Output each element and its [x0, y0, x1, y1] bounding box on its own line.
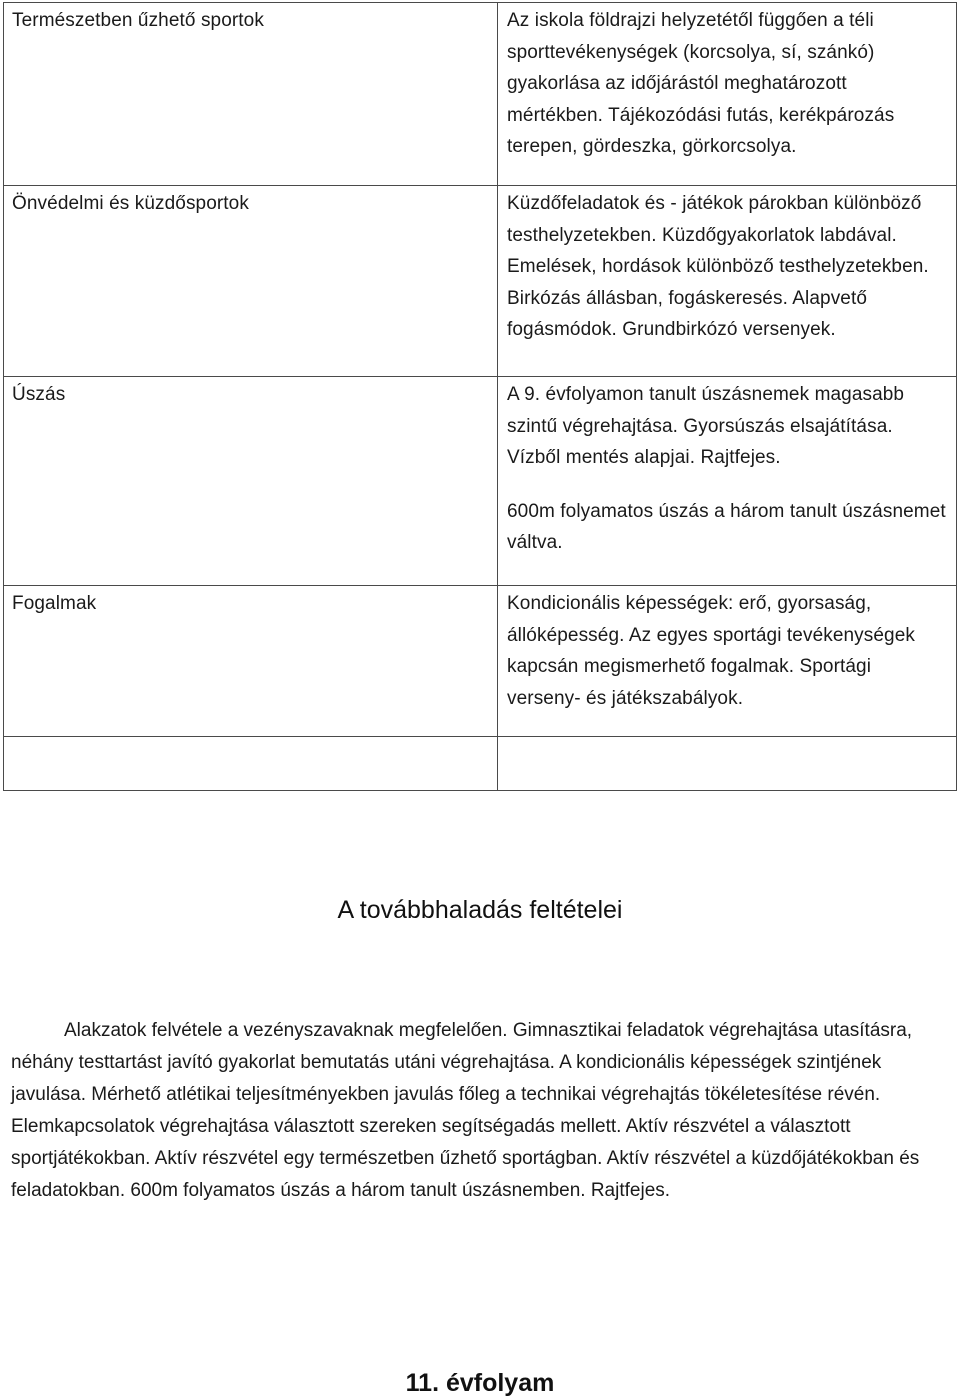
section-heading: A továbbhaladás feltételei	[337, 896, 623, 924]
topic-cell	[4, 377, 498, 586]
content-text: Küzdőfeladatok és - játékok párokban különböző testhelyzetekben. Küzdőgyakorlatok labdával. Emelések, hordások különböző testhelyzetekben. Birkózás állásban, fogáskeresés. Alapvető fogásmódok. Grundbirkózó versenyek.	[507, 193, 929, 340]
table-row	[4, 186, 957, 377]
table-row	[4, 377, 957, 586]
topic-cell	[4, 586, 498, 737]
topic-cell	[4, 3, 498, 186]
content-text: A 9. évfolyamon tanult úszásnemek magasabb szintű végrehajtása. Gyorsúszás elsajátítása. Vízből mentés alapjai. Rajtfejes.	[507, 384, 905, 468]
topic-cell	[4, 737, 498, 791]
content-text: 600m folyamatos úszás a három tanult úszásnemet váltva.	[507, 500, 946, 553]
table-row-empty	[4, 737, 957, 791]
topic-label: Úszás	[12, 384, 66, 405]
content-cell	[498, 586, 957, 737]
grade-heading: 11. évfolyam	[405, 1369, 555, 1397]
content-cell	[498, 737, 957, 791]
topic-cell	[4, 186, 498, 377]
content-text: Kondicionális képességek: erő, gyorsaság, állóképesség. Az egyes sportági tevékenységek kapcsán megismerhető fogalmak. Sportági verseny- és játékszabályok.	[507, 593, 915, 709]
content-cell	[498, 186, 957, 377]
content-cell	[498, 3, 957, 186]
topic-label: Fogalmak	[12, 593, 97, 614]
table-row	[4, 586, 957, 737]
content-cell	[498, 377, 957, 586]
curriculum-table	[3, 2, 957, 791]
requirements-paragraph: Alakzatok felvétele a vezényszavaknak megfelelően. Gimnasztikai feladatok végrehajtása utasításra, néhány testtartást javító gyakorlat bemutatás utáni végrehajtása. A kondicionális képességek szintjének javulása. Mérhető atlétikai teljesítményekben javulás főleg a technikai végrehajtás tökéletesítése révén. Elemkapcsolatok végrehajtása választott szereken segítségadás mellett. Aktív részvétel a választott sportjátékokban. Aktív részvétel egy természetben űzhető sportágban. Aktív részvétel a küzdőjátékokban és feladatokban. 600m folyamatos úszás a három tanult úszásnemben. Rajtfejes.	[11, 1020, 920, 1201]
table-row	[4, 3, 957, 186]
topic-label: Önvédelmi és küzdősportok	[12, 193, 249, 214]
topic-label: Természetben űzhető sportok	[12, 10, 264, 31]
content-text: Az iskola földrajzi helyzetétől függően a téli sporttevékenységek (korcsolya, sí, szánkó) gyakorlása az időjárástól meghatározott mértékben. Tájékozódási futás, kerékpározás terepen, gördeszka, görkorcsolya.	[507, 10, 895, 157]
